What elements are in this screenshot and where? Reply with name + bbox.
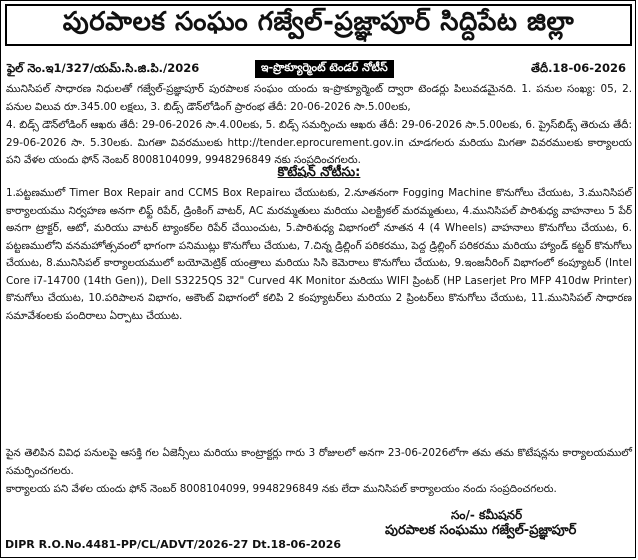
tender-details-2: 4. బిడ్స్ డౌన్‌లోడింగ్ ఆఖరు తేదీ: 29-06-2026 సా.4.00లకు, 5. బిడ్స్ సమర్పించు ఆఖరు తేదీ: 29-06-2026 సా.5.00లకు, 6. ప్రైస్‌బిడ్స్ తెరుచు తేదీ: 29-06-2026 సా. 5.30లకు. మిగతా వివరములకు http://tender.eprocurement.gov.in చూడగలరు మరియు మిగతా వివరములకు కార్యాలయ పని వేళల యందు ఫోన్ నెంబర్ 8008104099, 9948296849 నకు సంప్రదించగలరు. <box>6 119 632 166</box>
notice-title: పురపాలక సంఘం గజ్వేల్-ప్రజ్ఞాపూర్ సిద్దిపేట జిల్లా <box>5 4 632 46</box>
notice-type-badge: ఇ-ప్రొక్యూర్మెంట్ టెండర్ నోటీస్ <box>255 60 394 78</box>
file-number: ఫైల్ నెం.ఇ1/327/యమ్.సి.జి.పి./2026 <box>7 61 200 75</box>
quotation-body: 1.పట్టణములో Timer Box Repair and CCMS Box Repairలు చేయుటకు, 2.నూతనంగా Fogging Machine కొనుగోలు చేయుట, 3.మునిసిపల్ కార్యాలయము నిర్వహణ అనగా లిఫ్ట్ రిపేర్, డ్రింకింగ్ వాటర్, AC మరమ్మతులు మరియు ఎలక్ట్రికల్ మరమ్మతులు, 4.మునిసిపల్ పారిశుధ్య వాహనాలు 5 పేర్ అనగా ట్రాక్టర్, ఆటో, మరియు వాటర్ ట్యాంకర్‌ల రిపేర్ చేయించుట, 5.పారిశుధ్య విభాగంలో నూతన 4 (4 Wheels) వాహనాలు కొనుగోలు చేయుట, 6. పట్టణములోని వనమహోత్సవంలో భాగంగా పనిముట్లు కొనుగోలు చేయుట, 7.చిన్న డ్రిల్లింగ్ పరికరము, పెద్ద డ్రిల్లింగ్ పరికరము మరియు హ్యాండ్ కట్టర్ కొనుగోలు చేయుట, 8.మునిసిపల్ కార్యాలయములో బయోమెట్రిక్ యంత్రాలు మరియు సిసి కెమెరాలు కొనుగోలు చేయుట, 9.ఇంజనీరింగ్ విభాగంలో కంప్యూటర్ (Intel Core i7-14700 (14th Gen)), Dell S3225QS 32" Curved 4K Monitor మరియు WIFI ప్రింటర్ (HP Laserjet Pro MFP 410dw Printer) కొనుగోలు చేయుట, 10.పరిపాలన విభాగం, అకౌంట్ విభాగంలో కలిపి 2 కంప్యూటర్‌లు మరియు 2 ప్రింటర్‌లు కొనుగోలు చేయుట, 11.మునిసిపల్ సాధారణ సమావేశంలకు పందిరాలు ఏర్పాటు చేయుట. <box>6 187 632 322</box>
notice-date: తేదీ.18-06-2026 <box>531 61 626 75</box>
quotation-heading: కొటేషన్ నోటీసు: <box>277 165 361 180</box>
signature-office: పురపాలక సంఘము గజ్వేల్-ప్రజ్ఞాపూర్ <box>385 523 577 538</box>
tender-details-1: మునిసిపల్ సాధారణ నిధులతో గజ్వేల్-ప్రజ్ఞాపూర్ పురపాలక సంఘం యందు ఇ-ప్రొక్యూర్మెంట్ ద్వారా టెండర్లు పిలువడమైనది. 1. పనుల సంఖ్య: 05, 2. పనుల విలువ రూ.345.00 లక్షలు, 3. బిడ్స్ డౌన్‌లోడింగ్ ప్రారంభ తేదీ: 20-06-2026 సా.5.00లకు, <box>6 83 632 113</box>
quotation-deadline: పైన తెలిపిన వివిధ పనులపై ఆసక్తి గల ఏజెన్సీలు మరియు కాంట్రాక్టర్లు గారు 3 రోజులలో అనగా 23-06-2026లోగా తమ తమ కొటేషన్లను కార్యాలయములో సమర్పించగలరు. <box>6 447 632 477</box>
signature-title: సం/- కమీషనర్ <box>451 508 523 522</box>
meta-row <box>5 60 632 78</box>
dipr-ro-number: DIPR R.O.No.4481-PP/CL/ADVT/2026-27 Dt.18-06-2026 <box>5 538 342 551</box>
contact-info: కార్యాలయ పని వేళల యందు ఫోన్ నెంబర్ 8008104099, 9948296849 నకు లేదా మునిసిపల్ కార్యాలయం నందు సంప్రదించగలరు. <box>6 483 557 495</box>
